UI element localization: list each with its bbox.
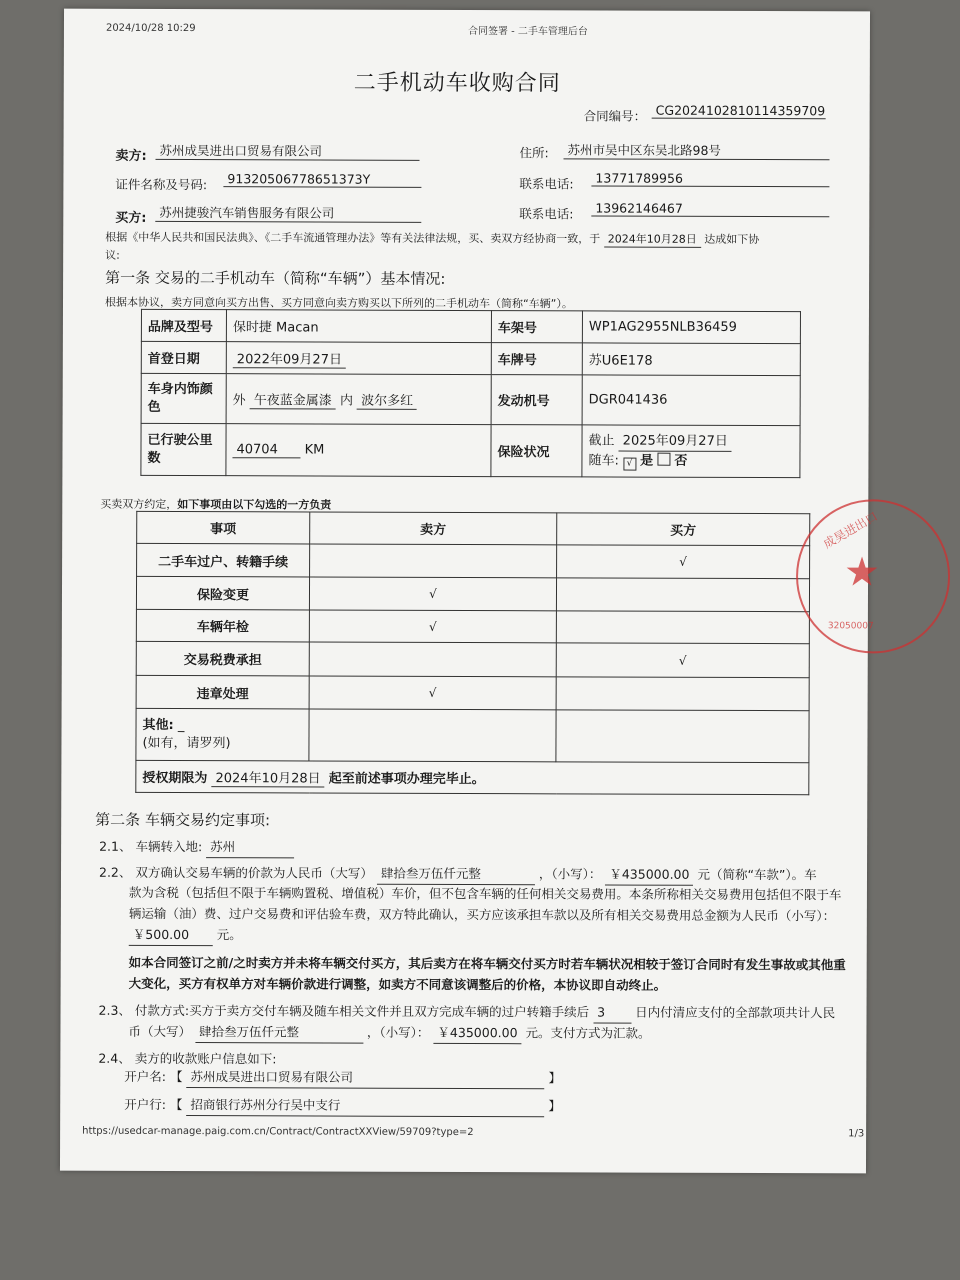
color-cell xyxy=(226,374,491,425)
engine-value: DGR041436 xyxy=(582,375,800,426)
bold-clause-line1: 如本合同签订之前/之时卖方并未将车辆交付买方，其后卖方在将车辆交付买方时若车辆状况相较于签订合同时有发生事故或其他重 xyxy=(128,954,846,973)
account-name-bracket-right: 】 xyxy=(548,1070,562,1086)
bank-value: 招商银行苏州分行吴中支行 xyxy=(186,1094,544,1117)
duty-col-buyer: 买方 xyxy=(557,513,810,546)
duty-other-buyer[interactable] xyxy=(556,710,809,763)
clause-2-2-line3: 辆运输（油）费、过户交易费和评估验车费，双方特此确认，买方应该承担车款以及所有相关交易费用总金额为人民币（小写）： xyxy=(128,905,836,924)
deadline-date: 2024年10月28日 xyxy=(211,767,324,787)
duty-row-buyer-mark[interactable] xyxy=(556,578,809,612)
clause-2-1-no: 2.1、 xyxy=(99,838,132,854)
account-name-label: 开户名: xyxy=(124,1068,167,1084)
clause-2-2-upper: 肆拾叁万伍仟元整 xyxy=(377,863,535,886)
duty-other-label: 其他: xyxy=(142,717,174,733)
intro-text: 根据《中华人民共和国民法典》、《二手车流通管理办法》等有关法律法规，买、卖双方经协商一致，于 xyxy=(105,230,601,246)
contract-no-label: 合同编号： xyxy=(583,108,647,124)
duty-row-seller-mark[interactable] xyxy=(309,642,556,677)
seller-id: 91320506778651373Y xyxy=(223,171,421,188)
article1-heading: 第一条 交易的二手机动车（简称“车辆”）基本情况: xyxy=(105,268,446,288)
duty-row-buyer-mark[interactable] xyxy=(556,611,809,644)
duty-row-seller-mark[interactable]: √ xyxy=(309,577,556,611)
intro-line-2: 议: xyxy=(105,248,120,262)
clause-2-2-line2: 款为含税（包括但不限于车辆购置税、增值税）车价，但不包含车辆的任何相关交易费用。本条所称相关交易费用包括但不限于车 xyxy=(128,884,842,903)
engine-label: 发动机号 xyxy=(491,375,582,425)
clause-2-3-text-c: 币（大写） xyxy=(128,1023,192,1040)
deadline-label: 授权期限为 xyxy=(142,770,208,786)
buyer-label: 买方: xyxy=(115,210,147,226)
duty-row-buyer-mark[interactable]: √ xyxy=(557,545,810,579)
duty-intro-a: 买卖双方约定， xyxy=(100,497,178,511)
intro-text-end: 达成如下协 xyxy=(704,232,760,247)
duty-table xyxy=(135,511,810,795)
insurance-cell xyxy=(582,425,800,478)
seal-star-icon: ★ xyxy=(843,549,881,596)
insurance-date: 2025年09月27日 xyxy=(619,432,732,452)
deadline-end: 起至前述事项办理完毕止。 xyxy=(328,771,485,787)
clause-2-2-fee: ￥500.00 xyxy=(129,924,213,946)
reg-date-cell xyxy=(226,342,491,375)
clause-2-2-fee-unit: 元。 xyxy=(216,927,242,943)
clause-2-3-text-d: ，（小写）： xyxy=(366,1024,430,1040)
insurance-no: 否 xyxy=(674,453,688,469)
plate-value: 苏U6E178 xyxy=(582,343,800,376)
insurance-yes: 是 xyxy=(640,453,654,469)
plate-label: 车牌号 xyxy=(491,343,582,375)
km-unit: KM xyxy=(304,441,325,458)
clause-2-2-text-a: 双方确认交易车辆的价款为人民币（大写） xyxy=(135,864,373,881)
article2-heading: 第二条 车辆交易约定事项: xyxy=(95,810,271,830)
bank-row xyxy=(124,1094,561,1118)
clause-2-2-text-b: ，（小写）： xyxy=(538,866,602,882)
seller-id-label: 证件名称及号码: xyxy=(115,176,208,193)
insurance-with: 随车: xyxy=(588,453,619,469)
duty-row-seller-mark[interactable]: √ xyxy=(309,610,556,643)
clause-2-3-text-a: 付款方式:买方于卖方交付车辆及随车相关文件并且双方完成车辆的过户转籍手续后 xyxy=(134,1002,590,1020)
km-value: 40704 xyxy=(232,442,300,458)
duty-col-item: 事项 xyxy=(137,511,310,544)
clause-2-2-text-c: 元（简称“车款”）。车 xyxy=(697,866,817,883)
buyer-name: 苏州捷骏汽车销售服务有限公司 xyxy=(155,203,421,223)
clause-2-3-lower: ￥435000.00 xyxy=(433,1022,521,1044)
clause-2-4-label: 卖方的收款账户信息如下: xyxy=(134,1050,277,1067)
print-page-title: 合同签署 - 二手车管理后台 xyxy=(467,26,588,38)
intro-date: 2024年10月28日 xyxy=(604,230,701,247)
insurance-no-checkbox[interactable] xyxy=(657,453,670,466)
buyer-phone: 13962146467 xyxy=(591,200,829,217)
duty-row-item: 二手车过户、转籍手续 xyxy=(137,543,310,577)
clause-2-3-line2 xyxy=(128,1021,650,1045)
duty-row-item: 违章处理 xyxy=(136,675,309,709)
clause-2-3-text-e: 元。支付方式为汇款。 xyxy=(525,1025,651,1041)
duty-row-seller-mark[interactable]: √ xyxy=(309,676,556,710)
clause-2-1-value: 苏州 xyxy=(206,836,294,858)
insurance-label: 保险状况 xyxy=(491,425,582,477)
seal-text-b: 32050007 xyxy=(827,621,874,632)
seller-label: 卖方: xyxy=(115,148,147,164)
clause-2-2-lower: ￥435000.00 xyxy=(605,863,693,885)
color-label: 车身内饰颜色 xyxy=(141,373,226,423)
account-name-value: 苏州成昊进出口贸易有限公司 xyxy=(186,1066,544,1089)
duty-row-seller-mark[interactable] xyxy=(310,544,557,578)
document-title: 二手机动车收购合同 xyxy=(353,70,561,97)
print-page-number: 1/3 xyxy=(848,1128,865,1140)
duty-row-item: 交易税费承担 xyxy=(136,641,309,676)
insurance-prefix: 截止 xyxy=(588,433,615,449)
seller-name: 苏州成昊进出口贸易有限公司 xyxy=(156,141,420,161)
bank-bracket-right: 】 xyxy=(548,1098,561,1114)
bank-bracket-left: 【 xyxy=(169,1096,183,1113)
clause-2-4-no: 2.4、 xyxy=(98,1050,131,1066)
duty-other-note: (如有，请罗列) xyxy=(142,735,231,751)
clause-2-3-text-b: 日内付清应支付的全部款项共计人民 xyxy=(635,1004,836,1021)
duty-other-value: _ xyxy=(177,717,185,733)
bank-label: 开户行: xyxy=(124,1096,166,1112)
seal-text-a: 成昊进出口 xyxy=(820,509,880,552)
seller-phone-label: 联系电话: xyxy=(519,176,574,192)
int-prefix: 内 xyxy=(339,393,354,409)
clause-2-3-days: 3 xyxy=(593,1001,631,1023)
duty-other-seller[interactable] xyxy=(309,709,556,762)
reg-date-label: 首登日期 xyxy=(141,341,226,373)
insurance-yes-checkbox[interactable]: √ xyxy=(623,458,636,471)
bold-clause-line2: 大变化，买方有权单方对车辆价款进行调整，如卖方不同意该调整后的价格，本协议即自动终止。 xyxy=(128,975,667,993)
vin-value: WP1AG2955NLB36459 xyxy=(582,311,800,344)
duty-intro xyxy=(100,496,331,513)
duty-other-cell xyxy=(136,708,309,761)
reg-date-value: 2022年09月27日 xyxy=(233,348,346,368)
ext-color: 午夜蓝金属漆 xyxy=(250,389,336,409)
seller-phone: 13771789956 xyxy=(591,170,829,187)
brand-value: 保时捷 Macan xyxy=(226,310,491,343)
clause-2-1 xyxy=(99,836,294,859)
buyer-phone-label: 联系电话: xyxy=(519,206,574,222)
clause-2-3-upper: 肆拾叁万伍仟元整 xyxy=(195,1021,363,1044)
vin-label: 车架号 xyxy=(491,311,582,343)
vehicle-table xyxy=(140,309,801,478)
ext-prefix: 外 xyxy=(232,392,246,408)
contract-paper xyxy=(60,9,881,1174)
clause-2-2-no: 2.2、 xyxy=(98,864,132,880)
brand-label: 品牌及型号 xyxy=(141,309,226,341)
print-url: https://usedcar-manage.paig.com.cn/Contract/ContractXXView/59709?type=2 xyxy=(82,1125,474,1139)
km-label: 已行驶公里数 xyxy=(141,423,226,475)
duty-col-seller: 卖方 xyxy=(310,512,557,545)
int-color: 波尔多红 xyxy=(357,389,417,409)
duty-row-buyer-mark[interactable]: √ xyxy=(556,643,809,678)
article1-sub: 根据本协议，卖方同意向买方出售、买方同意向卖方购买以下所列的二手机动车（简称“车辆”）。 xyxy=(104,295,573,311)
contract-no-value: CG2024102810114359709 xyxy=(652,103,826,120)
km-cell xyxy=(226,424,491,477)
duty-row-item: 车辆年检 xyxy=(136,609,309,642)
account-name-row xyxy=(124,1066,561,1090)
deadline-cell xyxy=(136,760,809,794)
seller-address: 苏州市吴中区东吴北路98号 xyxy=(564,140,830,160)
intro-line xyxy=(105,229,759,248)
clause-2-1-label: 车辆转入地: xyxy=(135,838,203,855)
company-seal xyxy=(796,499,951,654)
print-datetime: 2024/10/28 10:29 xyxy=(105,22,196,35)
clause-2-3-no: 2.3、 xyxy=(98,1002,131,1018)
clause-2-2-line4 xyxy=(129,924,242,946)
seller-address-label: 住所: xyxy=(519,145,549,161)
account-name-bracket-left: 【 xyxy=(169,1068,183,1085)
duty-row-buyer-mark[interactable] xyxy=(556,677,809,711)
duty-row-item: 保险变更 xyxy=(136,576,309,610)
duty-intro-b: 如下事项由以下勾选的一方负责 xyxy=(177,497,332,512)
